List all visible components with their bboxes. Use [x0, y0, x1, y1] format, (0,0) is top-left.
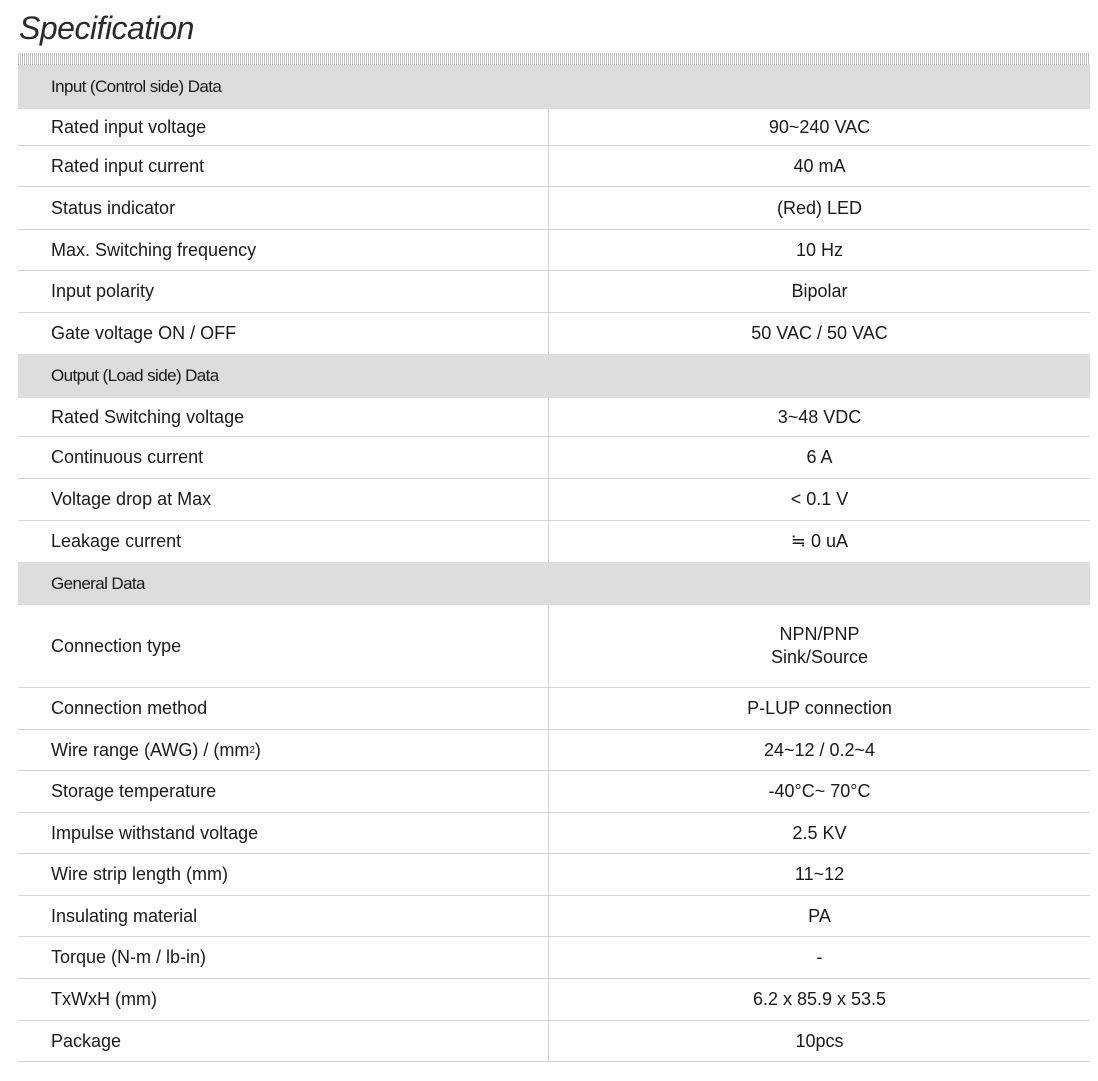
- table-row: [18, 398, 1090, 437]
- spec-label: Rated input current: [18, 146, 549, 186]
- table-row: [18, 813, 1090, 854]
- table-row: [18, 437, 1090, 479]
- spec-value: 10pcs: [795, 1030, 844, 1051]
- spec-label-suffix: ): [254, 739, 261, 760]
- section-header-output: [18, 354, 1090, 398]
- spec-value: P-LUP connection: [747, 698, 892, 718]
- spec-value-line: NPN/PNP: [779, 624, 860, 644]
- table-row: [18, 271, 1090, 313]
- spec-label: Leakage current: [18, 521, 549, 562]
- spec-value: Bipolar: [791, 281, 848, 301]
- spec-label: Rated input voltage: [18, 109, 549, 145]
- spec-value: 11~12: [794, 864, 845, 884]
- section-label: General Data: [51, 573, 145, 593]
- table-row: [18, 109, 1090, 146]
- table-row: [18, 479, 1090, 521]
- spec-label: Continuous current: [18, 437, 549, 478]
- table-row: [18, 896, 1090, 937]
- spec-label: Connection method: [18, 688, 549, 729]
- table-row: [18, 230, 1090, 271]
- table-row: [18, 1021, 1090, 1062]
- section-header-input: [18, 65, 1090, 109]
- spec-table: [18, 65, 1090, 1062]
- spec-label: Gate voltage ON / OFF: [18, 313, 549, 354]
- spec-label: Voltage drop at Max: [18, 479, 549, 520]
- spec-label: TxWxH (mm): [18, 979, 549, 1020]
- spec-label: Wire strip length (mm): [18, 854, 549, 895]
- spec-value-line: Sink/Source: [770, 647, 869, 667]
- spec-label-text: Wire range (AWG) / (mm: [51, 739, 250, 760]
- spec-value: 50 VAC / 50 VAC: [751, 323, 888, 343]
- spec-value: ≒ 0 uA: [790, 531, 849, 551]
- spec-label: Storage temperature: [18, 771, 549, 812]
- table-row: [18, 730, 1090, 771]
- spec-label: Rated Switching voltage: [18, 398, 549, 436]
- table-row: [18, 187, 1090, 230]
- section-label: Output (Load side) Data: [51, 366, 219, 385]
- spec-value: 40 mA: [793, 155, 846, 176]
- dotted-divider: [18, 53, 1090, 65]
- spec-value: 10 Hz: [795, 239, 844, 260]
- spec-value: 24~12 / 0.2~4: [763, 739, 876, 760]
- spec-value: 90~240 VAC: [768, 116, 871, 137]
- table-row: [18, 313, 1090, 354]
- spec-label: Package: [18, 1021, 549, 1061]
- spec-label: Status indicator: [18, 187, 549, 229]
- spec-value: (Red) LED: [776, 197, 863, 218]
- page-title: Specification: [19, 10, 194, 46]
- section-header-general: [18, 562, 1090, 605]
- section-label: Input (Control side) Data: [51, 77, 222, 96]
- spec-label: Impulse withstand voltage: [18, 813, 549, 853]
- table-row: [18, 521, 1090, 562]
- table-row: [18, 937, 1090, 979]
- table-row: [18, 688, 1090, 730]
- spec-value: PA: [808, 905, 831, 926]
- table-row: [18, 979, 1090, 1021]
- spec-value: 2.5 KV: [792, 822, 847, 843]
- spec-label: Insulating material: [18, 896, 549, 936]
- spec-value: 6 A: [806, 447, 833, 467]
- spec-label: Input polarity: [18, 271, 549, 312]
- spec-label: [18, 730, 549, 770]
- spec-label: Torque (N-m / lb-in): [18, 937, 549, 978]
- table-row: [18, 146, 1090, 187]
- table-row: [18, 605, 1090, 688]
- spec-value: -40°C~ 70°C: [768, 781, 871, 801]
- spec-label: Max. Switching frequency: [18, 230, 549, 270]
- spec-value: < 0.1 V: [790, 489, 849, 509]
- spec-value: [549, 605, 1090, 687]
- superscript: 2: [249, 744, 255, 756]
- spec-value: -: [816, 947, 823, 967]
- table-row: [18, 771, 1090, 813]
- table-row: [18, 854, 1090, 896]
- spec-label: Connection type: [18, 605, 549, 687]
- spec-value: 3~48 VDC: [777, 406, 862, 427]
- spec-value: 6.2 x 85.9 x 53.5: [752, 989, 887, 1009]
